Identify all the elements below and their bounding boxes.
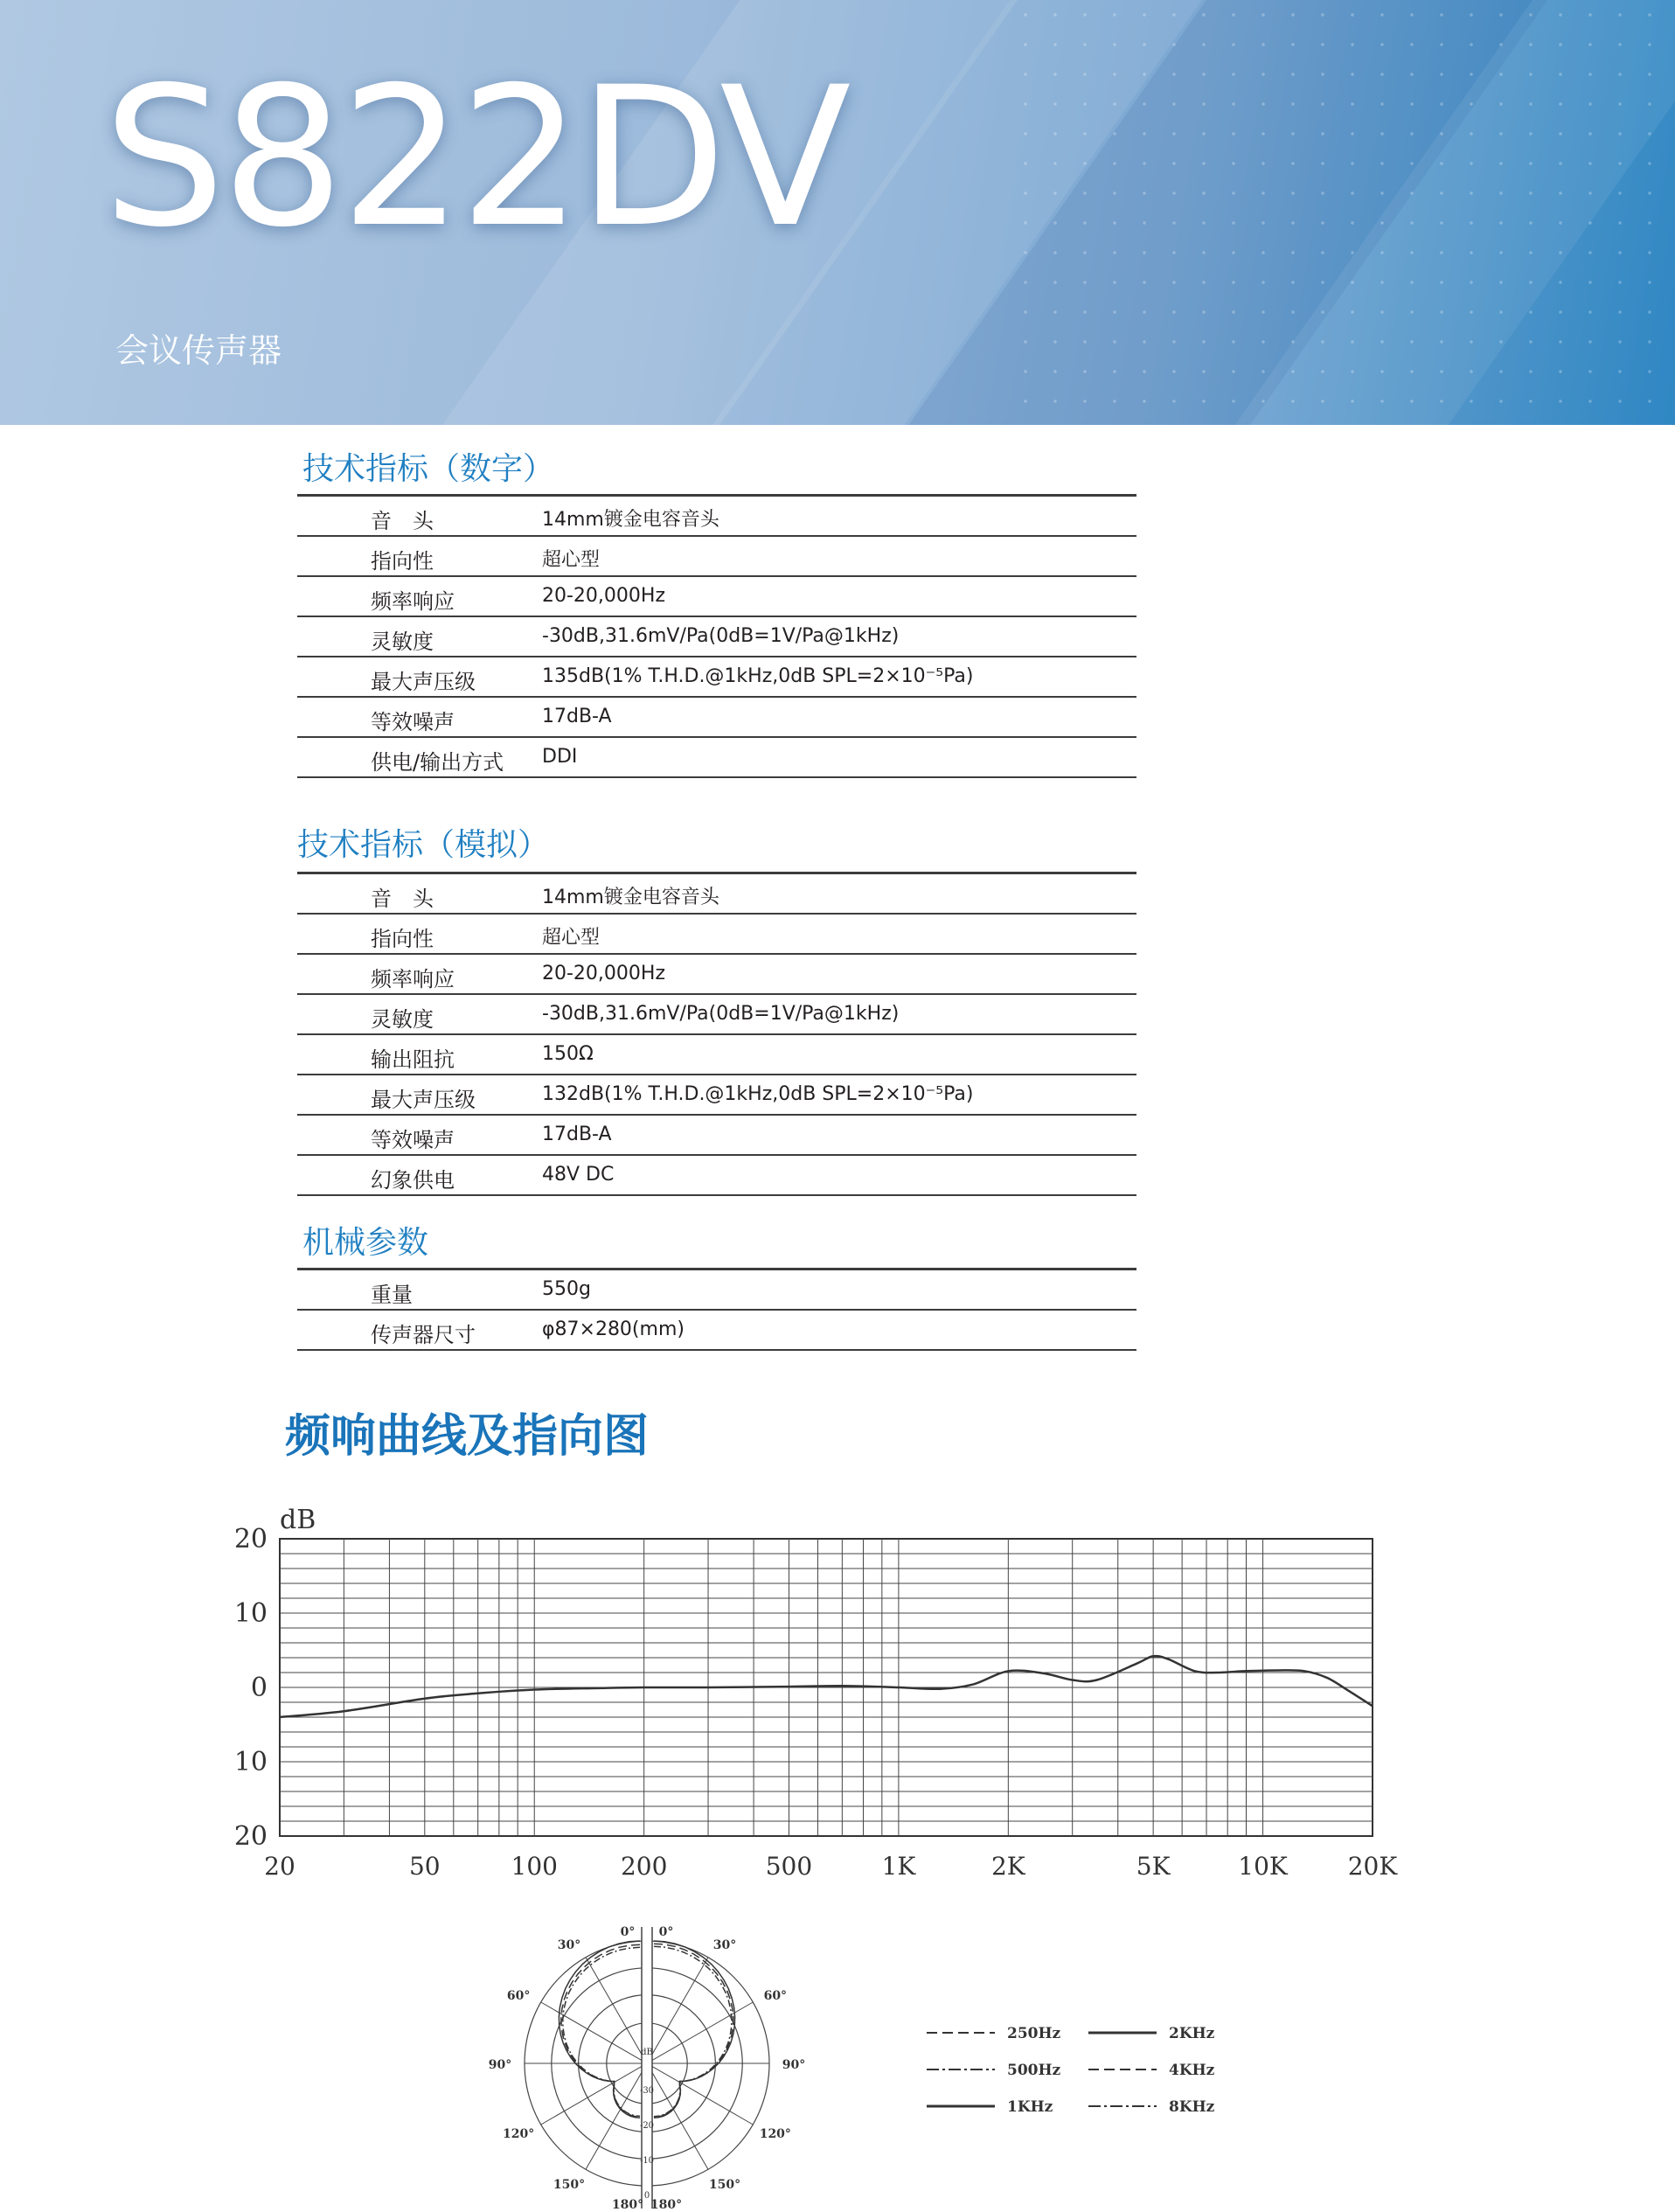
spec-label: 频率响应 [371,589,455,614]
digital-specs-title: 技术指标（数字） [302,451,555,487]
spec-value: φ87×280(mm) [542,1318,685,1340]
charts-heading: 频响曲线及指向图 [285,1410,650,1463]
spec-label: 指向性 [371,927,434,951]
spec-value: 20-20,000Hz [542,963,666,984]
spec-label: 重量 [371,1283,413,1307]
polar-angle-label: 30° [557,1938,581,1953]
spec-label: 频率响应 [371,967,455,991]
spec-label: 等效噪声 [371,1128,455,1152]
spec-value: 135dB(1% T.H.D.@1kHz,0dB SPL=2×10⁻⁵Pa) [542,665,974,687]
polar-radial-label: -20 [639,2121,655,2131]
header-banner [0,0,1675,425]
spec-label: 灵敏度 [371,1007,434,1032]
polar-angle-label: 180° [650,2198,683,2212]
polar-angle-label: 0° [658,1925,674,1939]
spec-label: 灵敏度 [371,630,434,654]
spec-value: 14mm镀金电容音头 [542,509,719,531]
x-tick-label: 100 [511,1852,558,1881]
mechanical-specs-title: 机械参数 [302,1225,429,1261]
x-tick-label: 1K [881,1852,916,1881]
x-tick-label: 20 [264,1852,295,1881]
x-tick-label: 50 [408,1852,441,1881]
polar-angle-label: 30° [712,1938,737,1953]
digital-specs-table [297,494,1136,778]
spec-value: 48V DC [542,1164,615,1186]
polar-angle-label: 180° [611,2198,644,2212]
x-tick-label: 20K [1347,1852,1398,1881]
spec-value: -30dB,31.6mV/Pa(0dB=1V/Pa@1kHz) [542,625,900,647]
polar-radial-label: dB [641,2048,653,2057]
spec-value: 14mm镀金电容音头 [542,887,719,908]
polar-radial-label: -10 [639,2156,655,2166]
digital-spec-row [297,657,1136,698]
spec-value: 17dB-A [542,706,612,727]
analog-spec-row [297,874,1136,915]
polar-angle-label: 60° [506,1989,531,2003]
analog-spec-row [297,1156,1136,1196]
spec-value: 超心型 [542,549,601,571]
spec-label: 音 头 [371,509,434,533]
response-curve [280,1656,1373,1717]
mechanical-spec-row [297,1270,1136,1311]
spec-value: 超心型 [542,927,601,949]
polar-pattern-chart [463,1923,831,2212]
polar-angle-label: 0° [620,1925,636,1939]
analog-spec-row [297,915,1136,955]
y-tick-label: 20 [233,1524,268,1555]
analog-spec-row [297,1075,1136,1116]
spec-value: 132dB(1% T.H.D.@1kHz,0dB SPL=2×10⁻⁵Pa) [542,1083,974,1105]
analog-spec-row [297,1035,1136,1075]
spec-label: 等效噪声 [371,710,455,734]
digital-spec-row [297,577,1136,617]
polar-legend [918,2015,1268,2111]
polar-angle-label: 90° [488,2058,512,2072]
digital-spec-row [297,497,1136,537]
y-tick-label: 20 [233,1821,268,1852]
y-tick-label: 10 [233,1598,268,1629]
analog-spec-row [297,955,1136,995]
spec-label: 最大声压级 [371,670,476,694]
spec-label: 供电/输出方式 [371,750,504,775]
x-tick-label: 10K [1238,1852,1288,1881]
digital-spec-row [297,537,1136,577]
x-tick-label: 200 [620,1852,668,1881]
spec-value: 17dB-A [542,1123,612,1145]
x-tick-label: 5K [1136,1852,1171,1881]
analog-spec-row [297,995,1136,1035]
digital-spec-row [297,738,1136,778]
polar-angle-label: 60° [763,1989,788,2003]
polar-angle-label: 120° [759,2127,791,2141]
polar-radial-label: -30 [639,2086,655,2096]
x-tick-label: 500 [765,1852,813,1881]
legend-label: 4KHz [1169,2062,1215,2079]
polar-divider [639,1923,655,2212]
x-tick-label: 2K [990,1852,1025,1881]
analog-specs-table [297,872,1136,1196]
legend-label: 250Hz [1007,2025,1061,2042]
spec-value: 20-20,000Hz [542,585,666,607]
spec-label: 幻象供电 [371,1168,455,1193]
spec-value: 550g [542,1278,591,1300]
legend-label: 1KHz [1007,2098,1053,2111]
spec-label: 输出阻抗 [371,1047,455,1072]
spec-value: 150Ω [542,1043,594,1065]
y-axis-label: dB [280,1505,316,1535]
spec-value: DDI [542,746,578,768]
polar-radial-label: 0 [643,2191,650,2201]
product-subtitle: 会议传声器 [115,331,282,370]
mechanical-spec-row [297,1311,1136,1351]
y-tick-label: 0 [250,1673,268,1703]
spec-label: 指向性 [371,549,434,574]
legend-label: 2KHz [1169,2025,1215,2042]
analog-spec-row [297,1116,1136,1156]
mechanical-specs-table [297,1268,1136,1351]
frequency-response-chart [227,1486,1399,1889]
digital-spec-row [297,617,1136,657]
polar-angle-label: 150° [708,2177,741,2192]
spec-label: 最大声压级 [371,1088,476,1112]
banner-dot-pattern [1011,0,1675,425]
analog-specs-title: 技术指标（模拟） [297,827,550,863]
legend-label: 8KHz [1169,2098,1215,2111]
polar-angle-label: 90° [782,2058,806,2072]
spec-value: -30dB,31.6mV/Pa(0dB=1V/Pa@1kHz) [542,1003,900,1025]
digital-spec-row [297,698,1136,738]
polar-angle-label: 150° [553,2177,586,2192]
spec-label: 传声器尺寸 [371,1323,476,1347]
y-tick-label: 10 [233,1747,268,1777]
model-name: S822DV [103,45,848,269]
spec-label: 音 头 [371,887,434,911]
polar-angle-label: 120° [503,2127,535,2141]
legend-label: 500Hz [1007,2062,1061,2079]
